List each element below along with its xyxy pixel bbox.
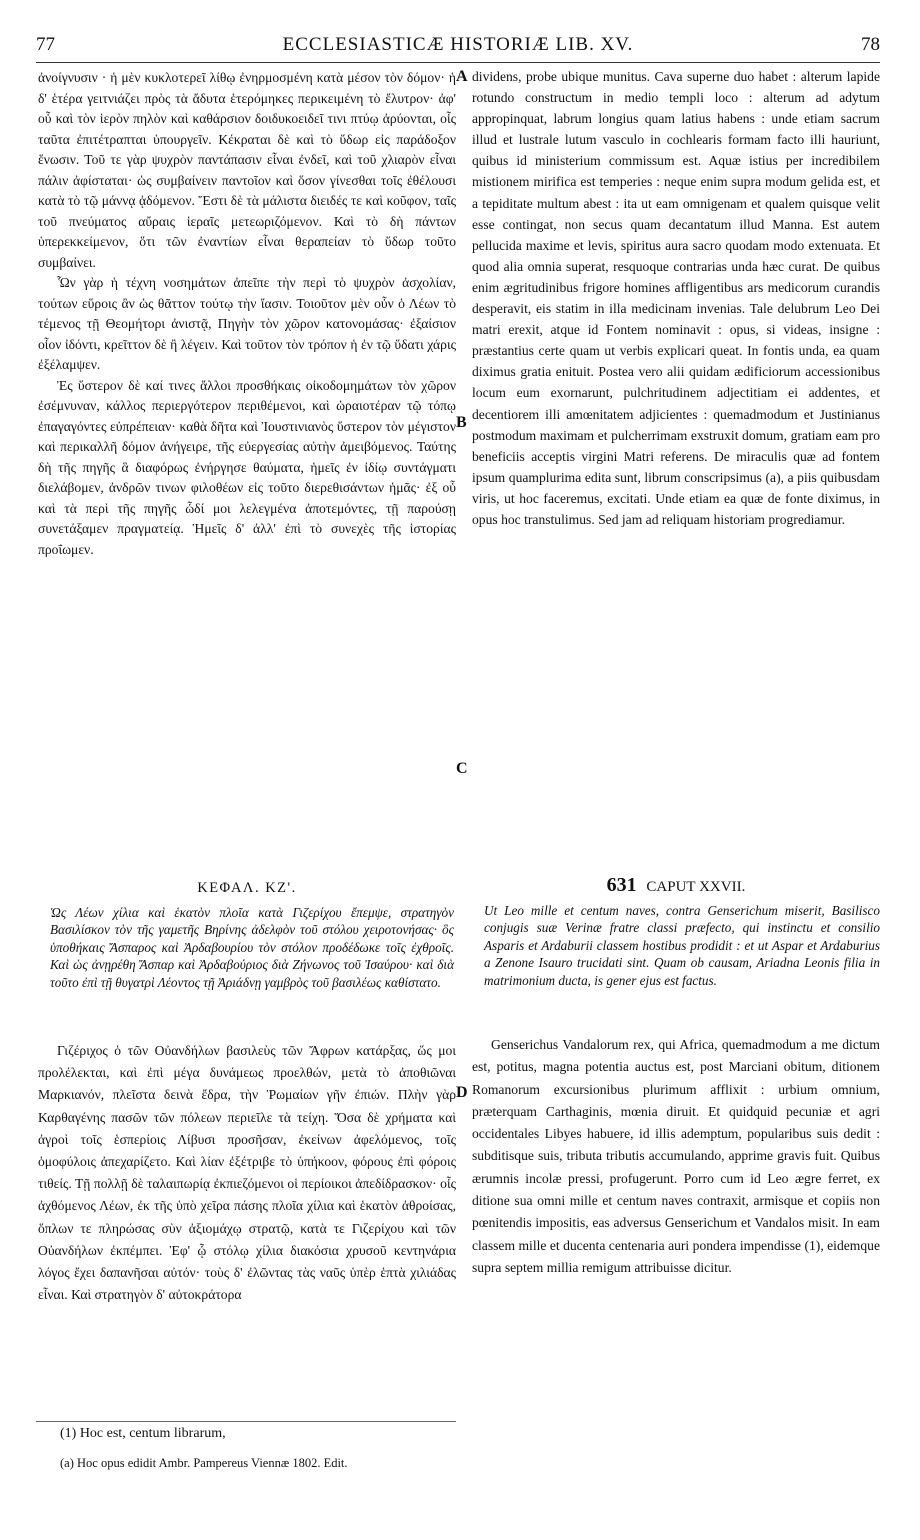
margin-marker-a: A	[456, 68, 468, 85]
greek-column-lower	[38, 1040, 456, 1306]
greek-paragraph-1: ἀνοίγνυσιν · ἡ μὲν κυκλοτερεῖ λίθῳ ἐνηρμοσμένη κατὰ μέσον τὸν δόμον· ἡ δ' ἑτέρα γειτνιάζει πρὸς τὰ ἄδυτα ἑτερόμηκες περικειμένη τὸ ἔλυτρον· ἀφ' οὗ καὶ τὸν ἱερὸν πηλὸν καὶ καθάρσιον δοιδυκοειδεῖ τινι πτύῳ ἀρύονται, οἷς ταῦτα ἐπιτέτραπται ὑπουργεῖν. Κέκραται δὲ καὶ τὸ ὕδωρ εἰς παράδοξον ἕνωσιν. Τοῦ τε γὰρ ψυχρὸν παντάπασιν εἶναι ἐνδεῖ, καὶ τοῦ χλιαρὸν εἶναι πάλιν ἀφίσταται· ὡς συμβαίνειν παντοῖον καὶ ὅσον γίνεσθαι τοῖς ἐθέλουσι κατὰ τὸ τῷ μάννᾳ ᾀδόμενον. Ἔστι δὲ τὰ μάλιστα διειδές τε καὶ κοῦφον, ταῖς τοῦ πνεύματος αὔραις ἱεραῖς μετεωριζόμενον. Καὶ τὸ δὴ πάντων ὑπερεκκείμενον, ὅτι τῶν ἐναντίων εἶναι θεραπείαν τὸ ὕδωρ τοῦτο συμβαίνει.	[38, 70, 456, 270]
page-header	[36, 34, 880, 60]
greek-paragraph-3: Ἐς ὕστερον δὲ καί τινες ἄλλοι προσθήκαις οἰκοδομημάτων τὸν χῶρον ἐσέμνυναν, κάλλος περιεργότερον περιθέμενοι, καὶ ὡραιοτέραν τῷ τόπῳ ἐπαγαγόντες εὐπρέπειαν· καθὰ δῆτα καὶ Ἰουστινιανὸς ὕστερον τὸν μέγιστον καὶ περικαλλῆ δόμον ἀνήγειρε, τῆς εὐεργεσίας αὐτὴν ἀμειβόμενος. Ταύτης δὴ τῆς πηγῆς ἃ διαφόρως ἐνήργησε θαύματα, ἡμεῖς ἐν ἰδίῳ συντάγματι διελάβομεν, ἀνδρῶν τινων φιλοθέων εἰς τοῦτο διερεθισάντων ἡμᾶς· ἐξ οὗ καὶ τὰ περὶ τῆς πηγῆς ὧδί μοι λελεγμένα ἀποτεμόντες, τῇ παρούσῃ συνετάξαμεν πραγματείᾳ. Ἡμεῖς δ' ἀλλ' ἐπὶ τὸ συνεχὲς τῆς ἱστορίας προΐωμεν.	[38, 377, 456, 557]
page-number-left: 77	[36, 34, 55, 55]
latin-chapter-summary: Ut Leo mille et centum naves, contra Genserichum miserit, Basilisco conjugis suæ Verinæ fratre classi præfecto, qui instinctu et consilio Asparis et Ardaburii classem hostibus prodidit : et ut Aspar et Ardaburius a Zenone Isauro trucidati sint. Quam ob causam, Ariadna Leonis filia in matrimonium ducta, is gener ejus est factus.	[484, 903, 880, 988]
footnote-1: (1) Hoc est, centum librarum,	[60, 1426, 226, 1441]
latin-column-lower	[472, 1034, 880, 1279]
greek-chapter-heading: ΚΕΦΑΛ. ΚΖ'.	[197, 880, 297, 896]
latin-paragraph-2: Genserichus Vandalorum rex, qui Africa, quemadmodum a me dictum est, potitus, magna potentia auctus est, post Marciani obitum, ditionem Romanorum excursionibus plurimum afflixit : urbium omnium, præterquam Carthaginis, mœnia diruit. Et quidquid pecuniæ et agri occidentales Libyes habuere, id illis ademptum, popularibus suis dedit : subditisque suis, tributa tributis accumulando, apprime gravis fuit. Quibus ærumnis incolæ pressi, profugerunt. Porro cum id Leo ægre ferret, ex ditione sua omni mille et centum naves contraxit, armisque et copiis non pœnitendis impositis, eas adversus Genserichum et Vandalos misit. In eam classem mille et ducenta centenaria auri pondera impendisse (1), eidemque supra septem millia remigum attribuisse dicitur.	[472, 1037, 880, 1275]
greek-column-upper	[38, 68, 456, 560]
running-title: ECCLESIASTICÆ HISTORIÆ LIB. XV.	[282, 34, 634, 55]
latin-paragraph-1: dividens, probe ubique munitus. Cava superne duo habet : alterum lapide rotundo constructum in medio templi loco : alterum ad adytum appropinquat, labrum longius quam latius habens : unde etiam sacrum illud et lustrale lutum vasculo in cochlearis formam facto illi hauriunt, quibus id ministerium commissum est. Aquæ istius per incredibilem mistionem mirifica est temperies : neque enim supra modum gelida est, et a tepiditate multum abest : ita ut eam omnigenam et qualem quisque velit esse contingat, non secus quam decantatum illud Manna. Est autem pellucida maxime et levis, spiritus aura sacro quodam modo extenuata. Et quod alia omnia superat, resquoque contrarias unda hæc curat. De quibus enim ægritudinibus frigore homines affligentibus ars medicorum curandis desperavit, eis statim in illa medicinam invenias. Tale delubrum Leo Dei matri erexit, atque id Fontem nominavit : opus, si videas, insigne : præstantius certe quam ut verbis explicari queat. In fontis unda, ea quam diximus gratia enituit. Postea vero alii quidam ædificiorum accessionibus locum eum exornarunt, pulchritudinem adjectitiam ei addentes, et decentiorem illi amœnitatem adjicientes : quemadmodum et Justinianus postmodum maximam et pulcherrimam exstruxit domum, gratiam eam pro beneficiis acceptis virgini Matri referens. De miraculis quæ ad fontem ipsum quamplurima edita sunt, librum conscripsimus (a), a piis quibusdam viris, ut hoc faceremus, excitati. Unde etiam ea quæ de fonte diximus, in opus hoc transtulimus. Sed jam ad reliquam historiam progrediamur.	[472, 69, 880, 527]
margin-marker-d: D	[456, 1084, 468, 1101]
latin-chapter-heading-block	[472, 874, 880, 897]
footnote-rule	[36, 1421, 456, 1422]
latin-chapter-number: 631	[606, 874, 637, 896]
margin-marker-b: B	[456, 414, 467, 431]
header-rule	[36, 62, 880, 63]
margin-marker-c: C	[456, 760, 468, 777]
greek-chapter-summary: Ὡς Λέων χίλια καὶ ἑκατὸν πλοῖα κατὰ Γιζερίχου ἔπεμψε, στρατηγὸν Βασιλίσκον τὸν τῆς γαμετῆς Βηρίνης ἀδελφὸν τοῦ στόλου χειροτονήσας· ὃς ὑποθήκαις Ἄσπαρος καὶ Ἀρδαβουρίου τὸν στόλον προδέδωκε τοῖς ἐχθροῖς. Καὶ ὡς ἀνῃρέθη Ἄσπαρ καὶ Ἀρδαβούριος διὰ Ζήνωνος τοῦ Ἰσαύρου· καὶ διὰ τοῦτο ἐπὶ τῇ θυγατρὶ Λέοντος τῇ Ἀριάδνῃ γαμβρὸς τοῦ βασιλέως καθίστατο.	[50, 905, 454, 990]
latin-column-upper	[472, 66, 880, 530]
latin-chapter-heading: CAPUT XXVII.	[646, 879, 746, 895]
greek-paragraph-2: Ὧν γὰρ ἡ τέχνη νοσημάτων ἀπεῖπε τὴν περὶ τὸ ψυχρὸν ἀσχολίαν, τούτων εὕροις ἂν ὡς θᾶττον τούτῳ τὴν ἴασιν. Τοιοῦτον μὲν οὖν ὁ Λέων τὸ τέμενος τῇ Θεομήτορι ἀνιστᾷ, Πηγὴν τὸν χῶρον κατονομάσας· ἐξαίσιον οἷον ἰδόντι, κρεῖττον δὲ ἢ λέγειν. Καὶ τοῦτον τὸν τρόπον ἡ ἐν τῷ ὕδατι χάρις ἐξέλαμψεν.	[38, 275, 456, 372]
footnote-a: (a) Hoc opus edidit Ambr. Pampereus Viennæ 1802. Edit.	[60, 1456, 348, 1470]
page-number-right: 78	[861, 34, 880, 55]
greek-paragraph-4: Γιζέριχος ὁ τῶν Οὐανδήλων βασιλεὺς τῶν Ἄφρων κατάρξας, ὥς μοι προλέλεκται, καὶ ἐπὶ μέγα δυνάμεως προελθών, μετὰ τὸ ἀποθιῶναι Μαρκιανόν, πλεῖστα δεινὰ ἔδρα, τὴν Ῥωμαίων γῆν ἐπιών. Πλὴν γὰρ Καρθαγένης πασῶν τῶν πόλεων περιεῖλε τὰ τείχη. Ὅσα δὲ χρήματα καὶ ἀγροὶ τοῖς ἑσπερίοις Λίβυσι προσῆσαν, ἐκείνων ἀφελόμενος, τοῖς ὁμοφύλοις ἀπεχαρίζετο. Καὶ λίαν ἐξέτριβε τὸ ὑπήκοον, φόρους ἐπὶ φόροις τιθείς. Τῇ πολλῇ δὲ ταλαιπωρίᾳ ἐκπιεζόμενοι οἱ περίοικοι ἀπεδίδρασκον· οἷς ἀχθόμενος Λέων, ἐκ τῆς ὑπὸ χεῖρα πάσης πλοῖα χίλια καὶ ἑκατὸν ἀθροίσας, ὅπλων τε πληρώσας σὺν ἀξιομάχῳ στρατῷ, κατὰ τε Γιζερίχου καὶ τῶν Οὐανδήλων ἐκπέμπει. Ἐφ' ᾧ στόλῳ χίλια διακόσια χρυσοῦ κεντηνάρια λόγος ἔχει δαπανῆσαι αὐτόν· τοὺς δ' ἐλῶντας τὰς ναῦς ὑπὲρ ἑπτὰ χιλιάδας εἶναι. Καὶ στρατηγὸν δ' αὐτοκράτορα	[38, 1043, 456, 1303]
